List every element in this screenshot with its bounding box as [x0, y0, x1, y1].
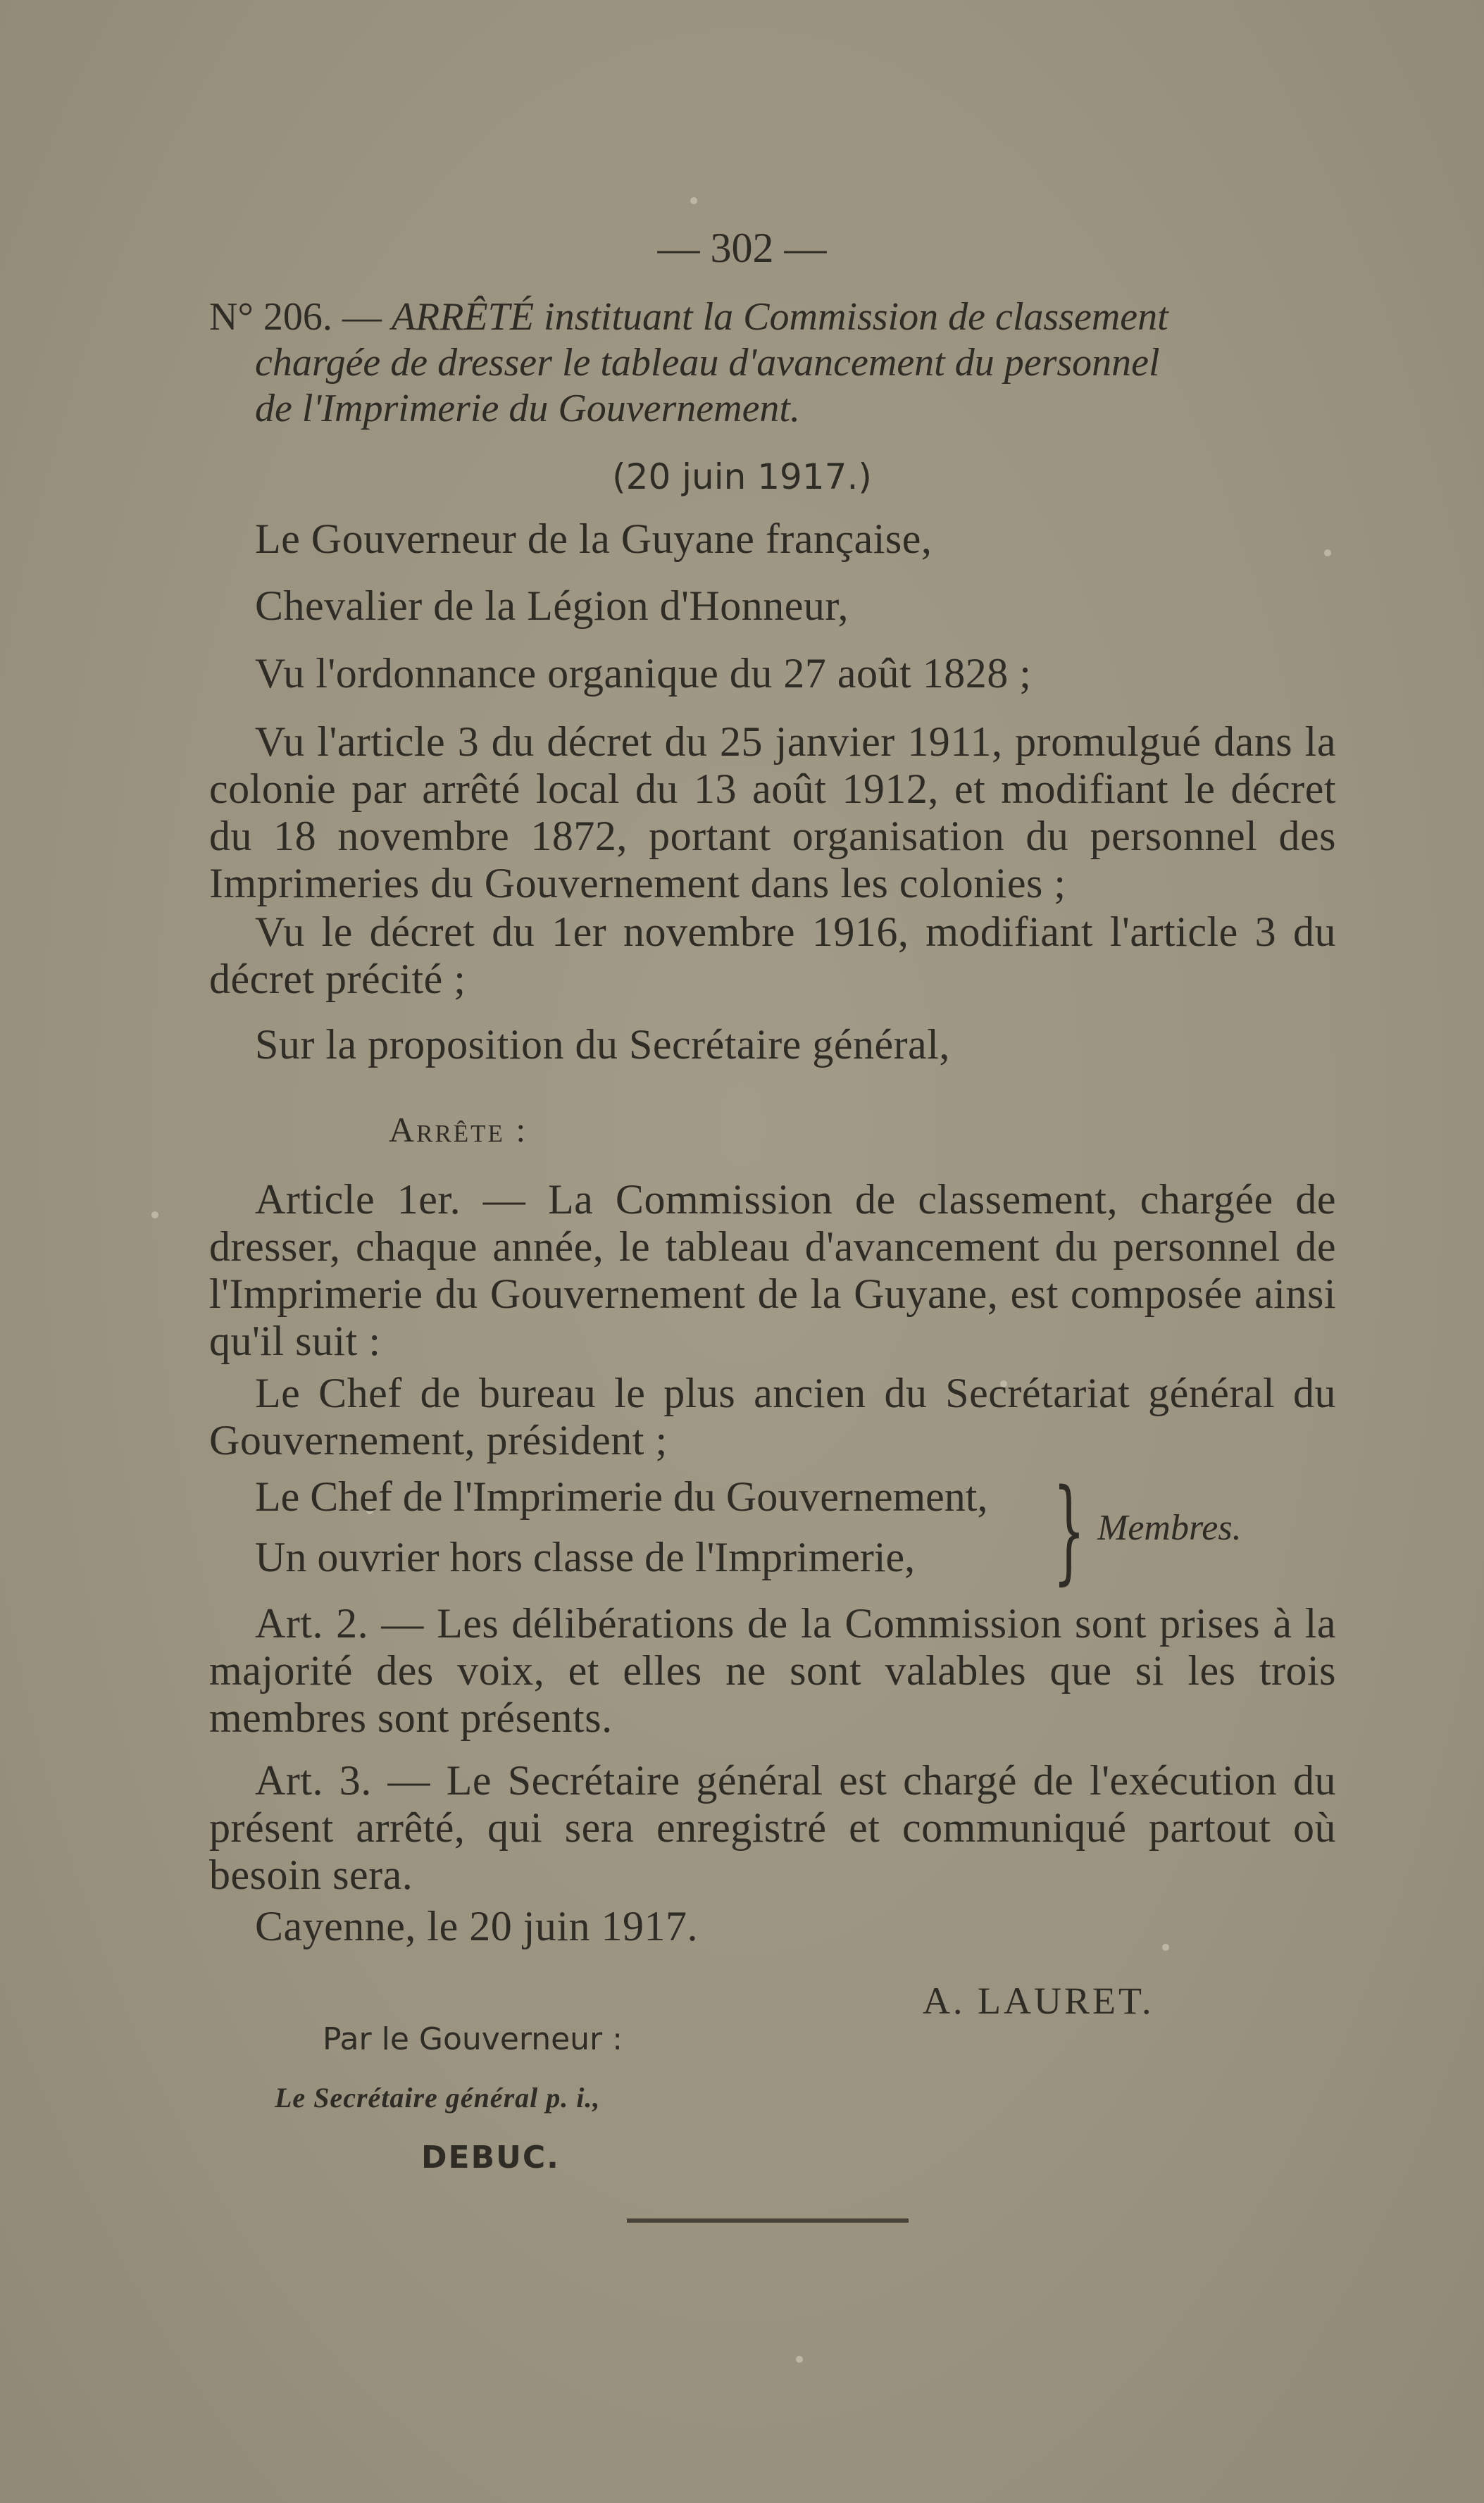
article-1-member-1: Le Chef de l'Imprimerie du Gouvernement,: [255, 1473, 988, 1520]
article-1-label: Article 1er. —: [255, 1176, 548, 1223]
article-1-president: Le Chef de bureau le plus ancien du Secrétariat général du Gouvernement, président ;: [209, 1370, 1336, 1463]
preamble-governor: Le Gouverneur de la Guyane française,: [255, 516, 933, 562]
article-1-member-2: Un ouvrier hors classe de l'Imprimerie,: [255, 1534, 916, 1580]
secretaire-name: DEBUC.: [421, 2140, 560, 2176]
members-brace: }: [1053, 1464, 1085, 1596]
decree-title-line-1: ARRÊTÉ instituant la Commission de classement: [391, 295, 1168, 339]
arrete-heading: Arrête :: [389, 1110, 528, 1149]
decree-title: [209, 294, 1340, 432]
secretaire-title: Le Secrétaire général p. i.,: [275, 2082, 601, 2114]
par-le-gouverneur: Par le Gouverneur :: [323, 2021, 623, 2057]
preamble-proposition: Sur la proposition du Secrétaire général,: [255, 1021, 950, 1068]
decree-number: N° 206. —: [209, 295, 392, 339]
article-1-text: La Commission de classement, chargée de dresser, chaque année, le tableau d'avancement du personnel de l'Imprimerie du Gouvernement de la Guyane, est composée ainsi qu'il suit :: [209, 1176, 1336, 1364]
closing-rule: [627, 2218, 909, 2223]
preamble-chevalier: Chevalier de la Légion d'Honneur,: [255, 582, 849, 629]
members-label: Membres.: [1097, 1508, 1242, 1548]
decree-title-line-3: de l'Imprimerie du Gouvernement.: [255, 387, 800, 430]
page-number: — 302 —: [657, 225, 827, 271]
decree-date: (20 juin 1917.): [612, 456, 872, 497]
preamble-vu-decret: Vu le décret du 1er novembre 1916, modifiant l'article 3 du décret précité ;: [209, 909, 1336, 1002]
article-2: Art. 2. — Les délibérations de la Commission sont prises à la majorité des voix, et elles ne sont valables que si les trois membres sont présents.: [209, 1600, 1336, 1741]
decree-title-line-2: chargée de dresser le tableau d'avancement du personnel: [255, 341, 1160, 385]
place-date: Cayenne, le 20 juin 1917.: [255, 1903, 699, 1949]
governor-signature: A. LAURET.: [923, 1980, 1154, 2022]
article-3: Art. 3. — Le Secrétaire général est chargé de l'exécution du présent arrêté, qui sera enregistré et communiqué partout où besoin sera.: [209, 1757, 1336, 1898]
preamble-vu-ordonnance: Vu l'ordonnance organique du 27 août 1828 ;: [255, 650, 1032, 697]
preamble-vu-article-3: Vu l'article 3 du décret du 25 janvier 1911, promulgué dans la colonie par arrêté local du 13 août 1912, et modifiant le décret du 18 novembre 1872, portant organisation du personnel des Imprimeries du Gouvernement dans les colonies ;: [209, 718, 1336, 906]
article-1: [209, 1176, 1336, 1365]
